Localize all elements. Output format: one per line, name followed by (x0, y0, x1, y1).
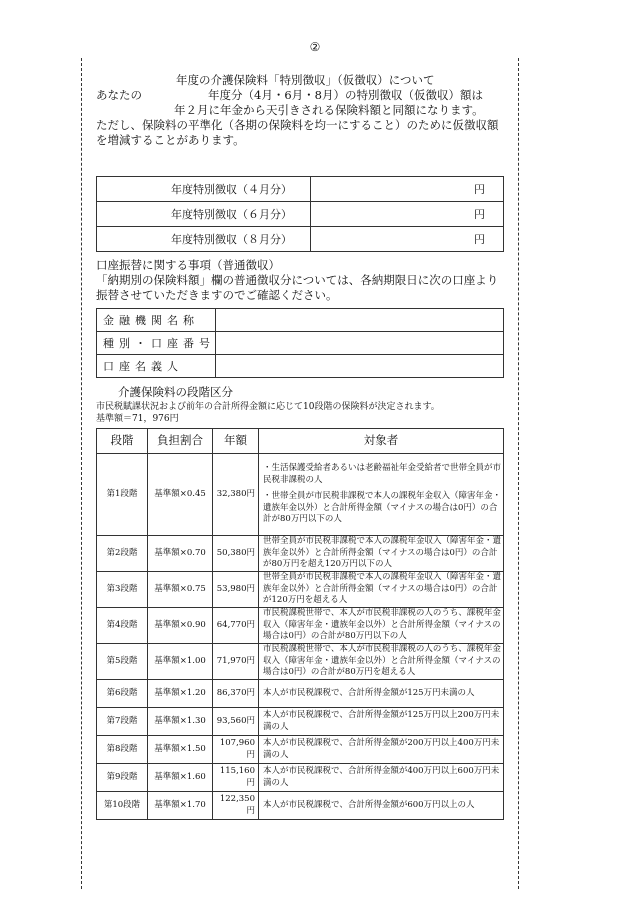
account-value-holder (216, 355, 504, 378)
tier-stage: 第3段階 (97, 572, 148, 608)
tier-target-line: 本人が市民税課税で、合計所得金額が400万円以上600万円未満の人 (263, 766, 500, 788)
tier-header-target: 対象者 (259, 429, 504, 454)
account-row (97, 332, 504, 355)
tier-row (97, 644, 504, 680)
tier-stage: 第4段階 (97, 608, 148, 644)
tier-base-amount: 基準額＝71，976円 (96, 414, 179, 424)
tier-stage: 第9段階 (97, 764, 148, 792)
tier-amount: 107,960円 (213, 736, 259, 764)
intro-line-2-prefix: あなたの (96, 88, 142, 102)
intro-heading: 年度の介護保険料「特別徴収」（仮徴収）について (176, 73, 435, 87)
account-heading: 口座振替に関する事項（普通徴収） (96, 258, 280, 272)
tier-ratio: 基準額×1.70 (148, 792, 213, 820)
intro-line-2-rest: 年度分（4月・6月・8月）の特別徴収（仮徴収）額は (208, 88, 483, 102)
tier-stage: 第5段階 (97, 644, 148, 680)
tier-stage: 第2段階 (97, 536, 148, 572)
tier-ratio: 基準額×0.45 (148, 454, 213, 536)
tier-target (259, 536, 504, 572)
tier-target (259, 572, 504, 608)
page-number: ② (309, 40, 321, 54)
tier-ratio: 基準額×0.70 (148, 536, 213, 572)
account-note-line-1: 「納期別の保険料額」欄の普通徴収分については、各納期限日に次の口座より (96, 273, 499, 287)
tier-row (97, 454, 504, 536)
tier-ratio: 基準額×1.60 (148, 764, 213, 792)
tier-amount: 93,560円 (213, 708, 259, 736)
tier-amount: 50,380円 (213, 536, 259, 572)
tier-description: 市民税賦課状況および前年の合計所得金額に応じて10段階の保険料が決定されます。 (96, 402, 440, 412)
account-section-heading (96, 258, 512, 303)
tier-amount: 122,350円 (213, 792, 259, 820)
deduction-amount-yen: 円 (311, 177, 504, 202)
tier-table (96, 428, 504, 820)
tier-stage: 第8段階 (97, 736, 148, 764)
tier-row (97, 764, 504, 792)
account-label-bank-name: 金融機関名称 (97, 309, 216, 332)
tier-row (97, 536, 504, 572)
deduction-row (97, 177, 504, 202)
account-label-holder: 口座名義人 (97, 355, 216, 378)
tier-amount: 32,380円 (213, 454, 259, 536)
tier-amount: 53,980円 (213, 572, 259, 608)
deduction-label: 年度特別徴収（６月分） (97, 202, 311, 227)
tier-stage: 第1段階 (97, 454, 148, 536)
tier-ratio: 基準額×1.20 (148, 680, 213, 708)
tier-description-block (96, 401, 506, 425)
tier-ratio: 基準額×1.30 (148, 708, 213, 736)
tier-target-line: 世帯全員が市民税非課税で本人の課税年金収入（障害年金・遺族年金以外）と合計所得金額（マイナスの場合は0円）の合計が120万円を超える人 (263, 572, 502, 606)
account-value-bank-name (216, 309, 504, 332)
tier-target-line: 本人が市民税課税で、合計所得金額が125万円以上200万円未満の人 (263, 710, 500, 732)
tier-target-line: 本人が市民税課税で、合計所得金額が600万円以上の人 (263, 799, 475, 810)
deduction-amount-yen: 円 (311, 227, 504, 252)
tier-target (259, 608, 504, 644)
deduction-table (96, 176, 504, 252)
tier-header-amount: 年額 (213, 429, 259, 454)
tier-ratio: 基準額×1.50 (148, 736, 213, 764)
account-label-account-number: 種別・口座番号 (97, 332, 216, 355)
deduction-row (97, 227, 504, 252)
tier-title: 介護保険料の段階区分 (118, 385, 233, 399)
tier-target (259, 792, 504, 820)
account-value-account-number (216, 332, 504, 355)
tier-target-line: 本人が市民税課税で、合計所得金額が200万円以上400万円未満の人 (263, 738, 500, 760)
tier-target (259, 736, 504, 764)
tier-target (259, 644, 504, 680)
deduction-label: 年度特別徴収（４月分） (97, 177, 311, 202)
tier-ratio: 基準額×0.75 (148, 572, 213, 608)
intro-line-2 (96, 88, 516, 103)
tier-target-line: ・世帯全員が市民税非課税で本人の課税年金収入（障害年金・遺族年金以外）と合計所得金額（マイナスの場合は0円）の合計が80万円以下の人 (263, 491, 502, 525)
deduction-row (97, 202, 504, 227)
intro-line-3: 年２月に年金から天引きされる保険料額と同額になります。 (174, 103, 484, 117)
tier-header-ratio: 負担割合 (148, 429, 213, 454)
tier-row (97, 680, 504, 708)
tier-row (97, 572, 504, 608)
tier-row (97, 608, 504, 644)
intro-line-5: を増減することがあります。 (96, 133, 245, 147)
account-row (97, 309, 504, 332)
tier-target (259, 454, 504, 536)
tier-ratio: 基準額×0.90 (148, 608, 213, 644)
tier-header-row (97, 429, 504, 454)
tier-stage: 第6段階 (97, 680, 148, 708)
account-row (97, 355, 504, 378)
tier-stage: 第7段階 (97, 708, 148, 736)
account-note-line-2: 振替させていただきますのでご確認ください。 (96, 288, 338, 302)
intro-section (96, 73, 516, 148)
tier-row (97, 736, 504, 764)
account-table (96, 308, 504, 378)
tier-row (97, 792, 504, 820)
tier-header-stage: 段階 (97, 429, 148, 454)
tier-target (259, 680, 504, 708)
tier-ratio: 基準額×1.00 (148, 644, 213, 680)
tier-stage: 第10段階 (97, 792, 148, 820)
tier-amount: 86,370円 (213, 680, 259, 708)
tier-target-line: 市民税課税世帯で、本人が市民税非課税の人のうち、課税年金収入（障害年金・遺族年金以外）と合計所得金額（マイナスの場合は0円）の合計が80万円を超える人 (263, 644, 501, 678)
tier-amount: 71,970円 (213, 644, 259, 680)
tier-amount: 64,770円 (213, 608, 259, 644)
tier-target-line: 世帯全員が市民税非課税で本人の課税年金収入（障害年金・遺族年金以外）と合計所得金額（マイナスの場合は0円）の合計が80万円を超え120万円以下の人 (263, 536, 502, 570)
deduction-amount-yen: 円 (311, 202, 504, 227)
deduction-label: 年度特別徴収（８月分） (97, 227, 311, 252)
tier-target-line: ・生活保護受給者あるいは老齢福祉年金受給者で世帯全員が市民税非課税の人 (263, 463, 502, 485)
intro-line-4: ただし、保険料の平準化（各期の保険料を均一にすること）のために仮徴収額 (96, 118, 499, 132)
tier-target (259, 764, 504, 792)
tier-amount: 115,160円 (213, 764, 259, 792)
tier-row (97, 708, 504, 736)
tier-target (259, 708, 504, 736)
tier-target-line: 市民税課税世帯で、本人が市民税非課税の人のうち、課税年金収入（障害年金・遺族年金以外）と合計所得金額（マイナスの場合は0円）の合計が80万円以下の人 (263, 608, 501, 642)
tier-target-line: 本人が市民税課税で、合計所得金額が125万円未満の人 (263, 687, 475, 698)
